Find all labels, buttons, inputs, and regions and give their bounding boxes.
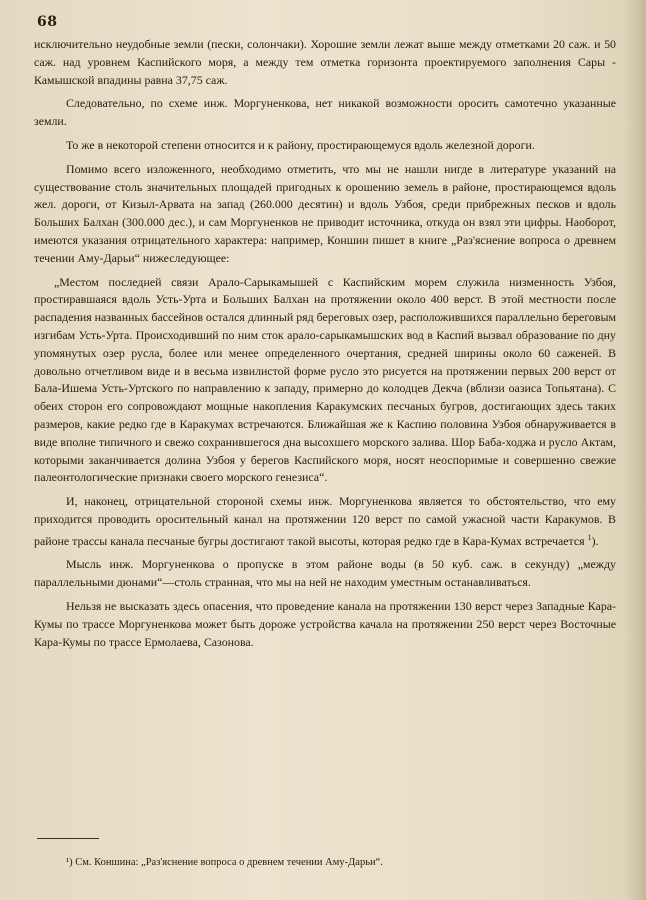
page-spine-shadow [624,0,646,900]
paragraph-7: Мысль инж. Моргуненкова о пропуске в этом районе воды (в 50 куб. саж. в секунду) „между параллельными дюнами“—столь странная, что мы на ней не находим уместным останавливаться. [34,557,616,590]
footnote-ref-tail: ). [591,533,599,548]
paragraph-6 [34,493,616,550]
footnote: ¹) См. Коншина: „Раз'яснение вопроса о древнем течении Аму-Дарьи“. [66,857,383,868]
page-number: 68 [37,14,58,30]
paragraph-2: Следовательно, по схеме инж. Моргуненкова, нет никакой возможности оросить самотечно указанные земли. [34,96,616,129]
paragraph-4: Помимо всего изложенного, необходимо отметить, что мы не нашли нигде в литературе указаний на существование столь значительных площадей пригодных к орошению земель в районе, простирающемся вдоль жел. дороги, от Кизыл-Арвата на запад (260.000 десятин) и вдоль Узбоя, среди прибрежных песков и вдоль Больших Балхан (300.000 дес.), и сам Моргуненков не приводит источника, откуда он взял эти цифры. Наоборот, имеются указания отрицательного характера: например, Коншин пишет в книге „Раз'яснение вопроса о древнем течении Аму-Дарьи“ нижеследующее: [34,161,616,265]
paragraph-8: Нельзя не высказать здесь опасения, что проведение канала на протяжении 130 верст через Западные Кара-Кумы по трассе Моргуненкова может быть дороже устройства качала на протяжении 250 верст через Восточные Кара-Кумы по трассе Ермолаева, Сазонова. [34,599,616,649]
paragraph-6-text: И, наконец, отрицательной стороной схемы инж. Моргуненкова является то обстоятельство, что ему приходится проводить оросительный канал на протяжении 120 верст по самой ужасной части Каракумов. В районе трассы канала песчаные бугры достигают такой высоты, которая редко где в Кара-Кумах встречается [34,494,616,548]
paragraph-1: исключительно неудобные земли (пески, солончаки). Хорошие земли лежат выше между отметками 20 саж. и 50 саж. над уровнем Каспийского моря, а между тем отметка горизонта проектируемого заполнения Сары - Камышской впадины равна 37,75 саж. [34,37,616,87]
footnote-divider [37,838,99,839]
body-text [34,36,616,657]
footnote-ref[interactable]: 1 [587,532,592,542]
paragraph-3: То же в некоторой степени относится и к району, простирающемуся вдоль железной дороги. [66,137,535,152]
quote-paragraph: „Местом последней связи Арало-Сарыкамышей с Каспийским морем служила низменность Узбоя, простиравшаяся вдоль Усть-Урта и Больших Балхан на протяжении около 400 верст. В этой местности после распадения названных бассейнов остался длинный ряд береговых озер, расположившихся параллельно береговым изгибам Усть-Урта. Происходивший по ним сток арало-сарыкамышских вод в Каспий вызвал образование по дну упомянутых озер русла, более или менее определенного очертания, средней ширины около 60 саженей. В довольно отчетливом виде и в весьма извилистой форме русло это рисуется на протяжении первых 200 верст от Бала-Ишема Усть-Уртского по направлению к западу, примерно до колодцев Декча (вблизи оазиса Топьятана). С обеих сторон его сопровождают мощные накопления Каракумских песчаных бугров, достигающих здесь таких размеров, какие редко где в Каракумах встречаются. Ближайшая же к Каспию половина Узбоя обнаруживается в виде вполне типичного и свежо сохранившегося дна высохшего морского залива. Шор Баба-ходжа и русло Актам, которыми заканчивается долина Узбоя у берегов Каспийского моря, носят неоспоримые и совершенно свежие палеонтологические признаки своего морского генезиса“. [34,274,616,485]
